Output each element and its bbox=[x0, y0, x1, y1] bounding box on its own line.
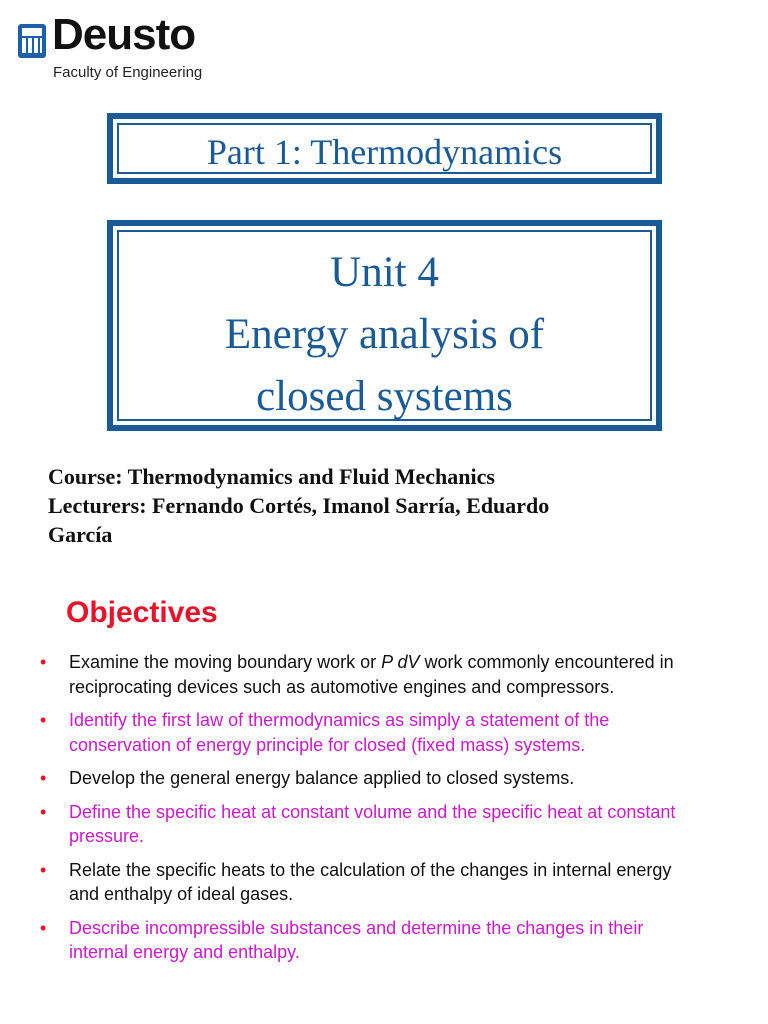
objective-text: Relate the specific heats to the calculation of the changes in internal energy and enthalpy of ideal gases. bbox=[69, 859, 672, 904]
objective-item bbox=[40, 800, 700, 849]
objective-text: Identify the first law of thermodynamics as simply a statement of the conservation of energy principle for closed (fixed mass) systems. bbox=[69, 710, 610, 755]
objective-item bbox=[40, 858, 700, 907]
objective-item bbox=[40, 650, 700, 699]
unit-title-line: Unit 4 bbox=[330, 249, 439, 296]
course-info bbox=[48, 462, 738, 549]
course-line: Course: Thermodynamics and Fluid Mechanics bbox=[48, 464, 495, 489]
objective-text: Define the specific heat at constant volume and the specific heat at constant pressure. bbox=[69, 801, 676, 846]
objective-emphasis: P dV bbox=[381, 652, 420, 672]
bullet-icon: • bbox=[40, 710, 47, 730]
objectives-list bbox=[40, 650, 700, 974]
objectives-heading: Objectives bbox=[66, 596, 218, 629]
lecturers-line-continued: García bbox=[48, 522, 113, 547]
bullet-icon: • bbox=[40, 859, 47, 880]
deusto-shield-logo-icon bbox=[18, 24, 46, 58]
part-title-frame bbox=[107, 113, 662, 184]
objective-item bbox=[40, 916, 700, 965]
logo-subtitle: Faculty of Engineering bbox=[53, 64, 203, 81]
unit-title-line: closed systems bbox=[256, 373, 513, 420]
unit-title bbox=[113, 242, 656, 428]
objective-text: Describe incompressible substances and determine the changes in their internal energy and enthalpy. bbox=[69, 917, 644, 962]
objective-text: Examine the moving boundary work or bbox=[69, 652, 382, 672]
deusto-logo bbox=[16, 10, 228, 96]
objective-item bbox=[40, 766, 700, 791]
bullet-icon: • bbox=[40, 768, 47, 788]
bullet-icon: • bbox=[40, 801, 47, 822]
logo-brand-name: Deusto bbox=[52, 10, 196, 59]
bullet-icon: • bbox=[40, 652, 47, 672]
bullet-icon: • bbox=[40, 917, 47, 938]
objective-item bbox=[40, 708, 700, 757]
unit-title-frame bbox=[107, 220, 662, 431]
objective-text: Develop the general energy balance applied to closed systems. bbox=[69, 768, 575, 788]
part-title: Part 1: Thermodynamics bbox=[206, 132, 563, 172]
unit-title-line: Energy analysis of bbox=[224, 311, 545, 358]
lecturers-line: Lecturers: Fernando Cortés, Imanol Sarría, Eduardo bbox=[48, 493, 550, 518]
objective-text: work commonly encountered in reciprocating devices such as automotive engines and compressors. bbox=[69, 652, 674, 697]
